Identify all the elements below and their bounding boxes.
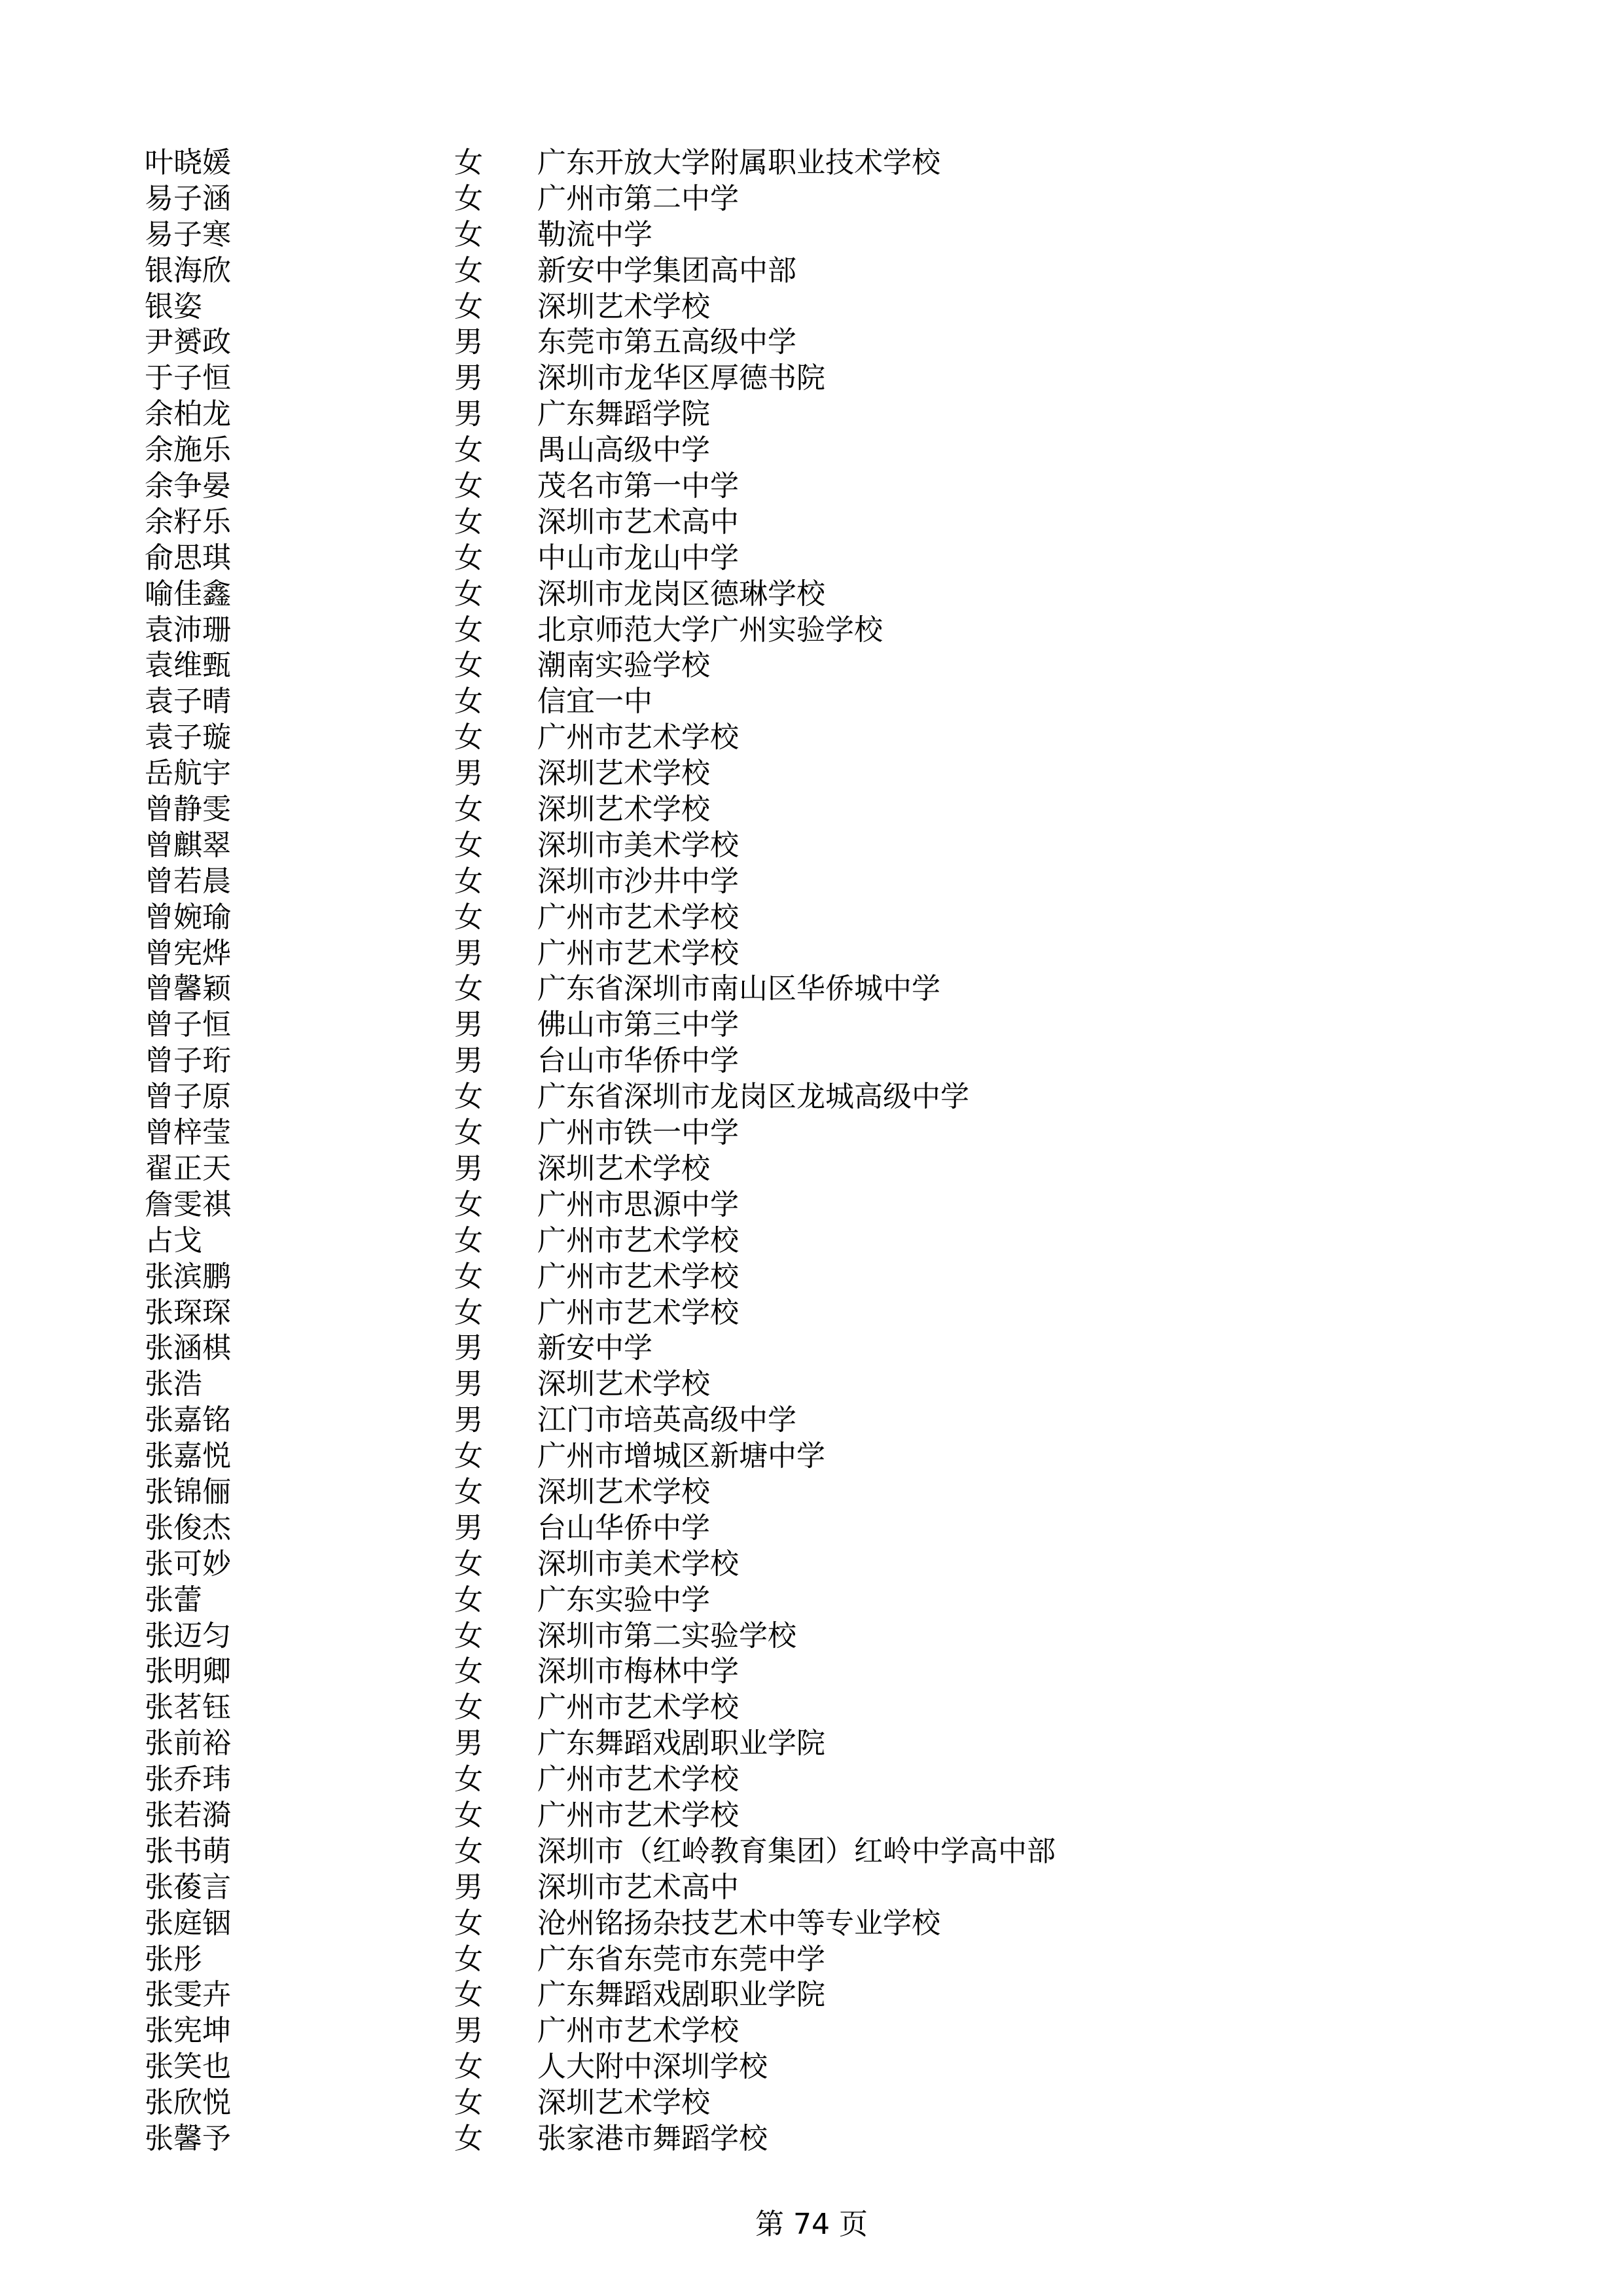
list-item [145, 1977, 1519, 2013]
student-name: 张可妙 [145, 1547, 231, 1581]
student-name: 银海欣 [145, 253, 231, 287]
student-school: 广州市艺术学校 [537, 1223, 739, 1257]
student-name: 曾静雯 [145, 793, 231, 827]
student-school: 深圳市龙岗区德琳学校 [537, 577, 825, 611]
list-item [145, 469, 1519, 505]
student-name: 易子寒 [145, 217, 231, 251]
student-name: 曾子原 [145, 1080, 231, 1114]
list-item [145, 1798, 1519, 1834]
list-item [145, 1834, 1519, 1870]
student-name: 詹雯祺 [145, 1187, 231, 1221]
student-school: 广州市艺术学校 [537, 1691, 739, 1725]
student-school: 深圳市梅林中学 [537, 1655, 739, 1689]
student-school: 东莞市第五高级中学 [537, 325, 796, 359]
student-gender: 女 [454, 1223, 483, 1257]
list-item [145, 505, 1519, 541]
student-gender: 男 [454, 325, 483, 359]
list-item [145, 792, 1519, 828]
student-school: 广东省深圳市龙岗区龙城高级中学 [537, 1080, 969, 1114]
student-gender: 女 [454, 1295, 483, 1329]
list-item [145, 1007, 1519, 1043]
student-school: 沧州铭扬杂技艺术中等专业学校 [537, 1906, 940, 1940]
student-name: 张宪坤 [145, 2014, 231, 2048]
list-item [145, 1583, 1519, 1619]
student-school: 广州市第二中学 [537, 181, 739, 215]
student-name: 银姿 [145, 289, 202, 323]
list-item [145, 1511, 1519, 1547]
list-item [145, 1439, 1519, 1475]
student-gender: 女 [454, 181, 483, 215]
student-school: 中山市龙山中学 [537, 541, 739, 575]
student-gender: 女 [454, 1259, 483, 1293]
student-name: 于子恒 [145, 361, 231, 395]
list-item [145, 1403, 1519, 1439]
student-school: 深圳艺术学校 [537, 2086, 710, 2120]
student-school: 深圳市美术学校 [537, 828, 739, 862]
list-item [145, 361, 1519, 397]
student-name: 余柏龙 [145, 397, 231, 431]
student-gender: 女 [454, 541, 483, 575]
student-name: 袁子璇 [145, 721, 231, 755]
list-item [145, 1223, 1519, 1259]
student-school: 新安中学 [537, 1331, 652, 1365]
student-gender: 女 [454, 2086, 483, 2120]
student-name: 张书萌 [145, 1834, 231, 1868]
student-name: 张欣悦 [145, 2086, 231, 2120]
list-item [145, 1187, 1519, 1223]
student-school: 深圳市艺术高中 [537, 505, 739, 539]
student-gender: 男 [454, 1044, 483, 1078]
list-item [145, 1762, 1519, 1798]
roster-list [145, 145, 1519, 2157]
student-name: 张嘉悦 [145, 1439, 231, 1473]
list-item [145, 1654, 1519, 1690]
list-item [145, 1619, 1519, 1655]
student-school: 深圳市沙井中学 [537, 864, 739, 898]
list-item [145, 864, 1519, 900]
student-gender: 男 [454, 1403, 483, 1437]
list-item [145, 2121, 1519, 2157]
student-name: 张庭铟 [145, 1906, 231, 1940]
list-item [145, 1367, 1519, 1403]
student-gender: 男 [454, 757, 483, 791]
student-name: 易子涵 [145, 181, 231, 215]
student-gender: 女 [454, 146, 483, 179]
student-name: 叶晓媛 [145, 146, 231, 179]
student-school: 深圳市艺术高中 [537, 1870, 739, 1904]
student-school: 茂名市第一中学 [537, 469, 739, 503]
student-name: 张馨予 [145, 2121, 231, 2155]
student-name: 张雯卉 [145, 1978, 231, 2012]
list-item [145, 1942, 1519, 1978]
student-school: 台山市华侨中学 [537, 1044, 739, 1078]
student-school: 广东舞蹈戏剧职业学院 [537, 1727, 825, 1761]
student-school: 广东开放大学附属职业技术学校 [537, 146, 940, 179]
student-name: 袁沛珊 [145, 613, 231, 647]
student-gender: 女 [454, 1763, 483, 1797]
student-gender: 男 [454, 1367, 483, 1401]
student-name: 张明卿 [145, 1655, 231, 1689]
list-item [145, 1547, 1519, 1583]
student-gender: 男 [454, 2014, 483, 2048]
student-name: 张浩 [145, 1367, 202, 1401]
list-item [145, 971, 1519, 1007]
list-item [145, 577, 1519, 613]
list-item [145, 1906, 1519, 1942]
student-school: 佛山市第三中学 [537, 1008, 739, 1042]
student-school: 江门市培英高级中学 [537, 1403, 796, 1437]
list-item [145, 1331, 1519, 1367]
student-name: 张前裕 [145, 1727, 231, 1761]
student-gender: 男 [454, 1151, 483, 1185]
list-item [145, 217, 1519, 253]
student-school: 新安中学集团高中部 [537, 253, 796, 287]
student-name: 曾若晨 [145, 864, 231, 898]
student-name: 岳航宇 [145, 757, 231, 791]
student-name: 曾子恒 [145, 1008, 231, 1042]
student-school: 广东舞蹈戏剧职业学院 [537, 1978, 825, 2012]
student-school: 深圳艺术学校 [537, 1475, 710, 1509]
student-name: 张笑也 [145, 2050, 231, 2084]
student-gender: 女 [454, 721, 483, 755]
student-school: 广州市艺术学校 [537, 1259, 739, 1293]
student-school: 广东省深圳市南山区华侨城中学 [537, 972, 940, 1006]
student-name: 曾麒翠 [145, 828, 231, 862]
student-gender: 女 [454, 828, 483, 862]
student-school: 广东省东莞市东莞中学 [537, 1942, 825, 1976]
list-item [145, 253, 1519, 289]
student-gender: 女 [454, 253, 483, 287]
student-school: 台山华侨中学 [537, 1511, 710, 1545]
student-name: 张嘉铭 [145, 1403, 231, 1437]
list-item [145, 1726, 1519, 1762]
student-gender: 女 [454, 1583, 483, 1617]
student-name: 张葰言 [145, 1870, 231, 1904]
student-school: 广州市增城区新塘中学 [537, 1439, 825, 1473]
list-item [145, 613, 1519, 649]
student-gender: 男 [454, 1727, 483, 1761]
student-gender: 女 [454, 1655, 483, 1689]
list-item [145, 1690, 1519, 1726]
list-item [145, 1043, 1519, 1079]
list-item [145, 1295, 1519, 1331]
student-name: 曾子珩 [145, 1044, 231, 1078]
student-name: 余籽乐 [145, 505, 231, 539]
student-name: 张俊杰 [145, 1511, 231, 1545]
student-school: 深圳市（红岭教育集团）红岭中学高中部 [537, 1834, 1056, 1868]
student-name: 占戈 [145, 1223, 202, 1257]
student-name: 曾梓莹 [145, 1116, 231, 1150]
student-gender: 女 [454, 649, 483, 683]
student-gender: 男 [454, 361, 483, 395]
student-school: 深圳艺术学校 [537, 793, 710, 827]
student-school: 深圳艺术学校 [537, 289, 710, 323]
student-gender: 女 [454, 433, 483, 467]
student-gender: 女 [454, 1978, 483, 2012]
list-item [145, 433, 1519, 469]
student-name: 张琛琛 [145, 1295, 231, 1329]
list-item [145, 1259, 1519, 1295]
student-gender: 女 [454, 1942, 483, 1976]
student-name: 俞思琪 [145, 541, 231, 575]
student-name: 张蕾 [145, 1583, 202, 1617]
student-name: 张茗钰 [145, 1691, 231, 1725]
student-gender: 女 [454, 1187, 483, 1221]
student-school: 禺山高级中学 [537, 433, 710, 467]
student-gender: 女 [454, 864, 483, 898]
student-gender: 女 [454, 1834, 483, 1868]
student-gender: 女 [454, 217, 483, 251]
student-school: 广州市艺术学校 [537, 1295, 739, 1329]
student-gender: 女 [454, 469, 483, 503]
list-item [145, 1115, 1519, 1151]
student-school: 广州市艺术学校 [537, 1763, 739, 1797]
student-school: 深圳市第二实验学校 [537, 1619, 796, 1653]
student-name: 喻佳鑫 [145, 577, 231, 611]
student-school: 人大附中深圳学校 [537, 2050, 768, 2084]
list-item [145, 684, 1519, 720]
student-name: 曾宪烨 [145, 936, 231, 970]
page-number: 第 74 页 [755, 2208, 868, 2241]
student-gender: 女 [454, 1906, 483, 1940]
student-gender: 男 [454, 936, 483, 970]
list-item [145, 648, 1519, 684]
student-school: 深圳市美术学校 [537, 1547, 739, 1581]
student-gender: 女 [454, 613, 483, 647]
student-school: 深圳艺术学校 [537, 757, 710, 791]
list-item [145, 828, 1519, 864]
student-school: 广州市思源中学 [537, 1187, 739, 1221]
student-school: 广州市艺术学校 [537, 2014, 739, 2048]
list-item [145, 2049, 1519, 2085]
list-item [145, 756, 1519, 792]
student-gender: 女 [454, 1547, 483, 1581]
student-name: 张锦俪 [145, 1475, 231, 1509]
student-name: 张涵棋 [145, 1331, 231, 1365]
student-gender: 女 [454, 900, 483, 934]
list-item [145, 541, 1519, 577]
student-gender: 女 [454, 972, 483, 1006]
student-gender: 女 [454, 1080, 483, 1114]
student-gender: 女 [454, 1691, 483, 1725]
student-gender: 女 [454, 289, 483, 323]
student-school: 广东实验中学 [537, 1583, 710, 1617]
list-item [145, 1870, 1519, 1906]
student-school: 北京师范大学广州实验学校 [537, 613, 883, 647]
student-school: 广东舞蹈学院 [537, 397, 710, 431]
student-gender: 男 [454, 1331, 483, 1365]
student-name: 张若漪 [145, 1798, 231, 1832]
student-name: 张乔玮 [145, 1763, 231, 1797]
student-gender: 女 [454, 1798, 483, 1832]
student-school: 深圳市龙华区厚德书院 [537, 361, 825, 395]
list-item [145, 325, 1519, 361]
student-gender: 女 [454, 1475, 483, 1509]
list-item [145, 1151, 1519, 1187]
student-name: 翟正天 [145, 1151, 231, 1185]
student-name: 张彤 [145, 1942, 202, 1976]
student-gender: 女 [454, 2121, 483, 2155]
student-name: 袁维甄 [145, 649, 231, 683]
student-school: 深圳艺术学校 [537, 1367, 710, 1401]
list-item [145, 1475, 1519, 1511]
list-item [145, 720, 1519, 756]
student-school: 广州市艺术学校 [537, 1798, 739, 1832]
student-school: 信宜一中 [537, 685, 652, 719]
list-item [145, 2085, 1519, 2121]
student-name: 余争晏 [145, 469, 231, 503]
student-name: 曾婉瑜 [145, 900, 231, 934]
student-gender: 女 [454, 577, 483, 611]
student-gender: 女 [454, 1619, 483, 1653]
list-item [145, 181, 1519, 217]
student-school: 深圳艺术学校 [537, 1151, 710, 1185]
list-item [145, 2013, 1519, 2049]
student-school: 张家港市舞蹈学校 [537, 2121, 768, 2155]
student-school: 勒流中学 [537, 217, 652, 251]
student-gender: 男 [454, 1511, 483, 1545]
student-gender: 女 [454, 505, 483, 539]
student-gender: 女 [454, 1116, 483, 1150]
student-gender: 男 [454, 1870, 483, 1904]
list-item [145, 145, 1519, 181]
list-item [145, 936, 1519, 972]
student-school: 广州市艺术学校 [537, 721, 739, 755]
student-school: 广州市艺术学校 [537, 900, 739, 934]
student-gender: 女 [454, 685, 483, 719]
student-school: 广州市艺术学校 [537, 936, 739, 970]
student-name: 袁子晴 [145, 685, 231, 719]
student-name: 曾馨颖 [145, 972, 231, 1006]
list-item [145, 1079, 1519, 1115]
student-school: 广州市铁一中学 [537, 1116, 739, 1150]
student-name: 尹赟政 [145, 325, 231, 359]
student-gender: 女 [454, 1439, 483, 1473]
student-school: 潮南实验学校 [537, 649, 710, 683]
student-name: 张滨鹏 [145, 1259, 231, 1293]
list-item [145, 397, 1519, 433]
student-gender: 男 [454, 397, 483, 431]
student-gender: 女 [454, 793, 483, 827]
student-gender: 女 [454, 2050, 483, 2084]
student-gender: 男 [454, 1008, 483, 1042]
student-name: 余施乐 [145, 433, 231, 467]
student-name: 张迈匀 [145, 1619, 231, 1653]
list-item [145, 900, 1519, 936]
list-item [145, 289, 1519, 325]
